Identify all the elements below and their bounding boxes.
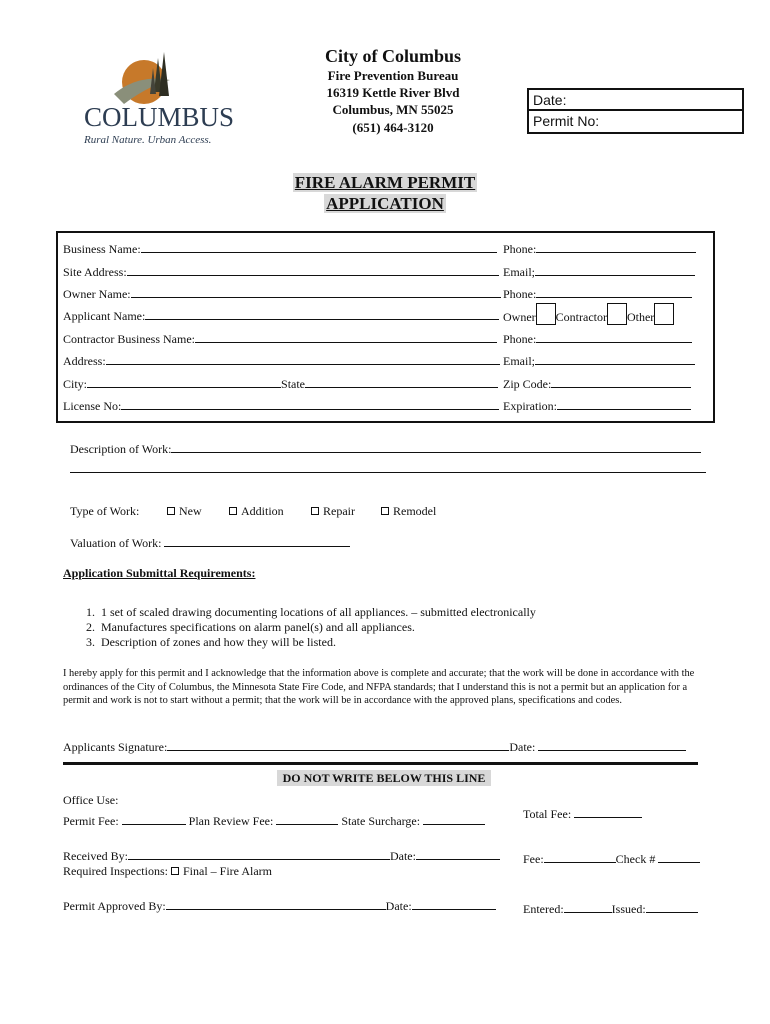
permit-approved-row[interactable] <box>63 899 496 914</box>
business-phone-row[interactable] <box>503 242 696 257</box>
requirement-text-2: Manufactures specifications on alarm panel(s) and all appliances. <box>101 620 415 634</box>
plan-review-fee-label: Plan Review Fee: <box>188 814 274 828</box>
license-row[interactable] <box>63 399 499 414</box>
logo-brand-text: COLUMBUS <box>84 102 235 132</box>
received-by-row[interactable] <box>63 849 500 864</box>
permit-fee-line[interactable] <box>122 824 186 825</box>
received-by-label: Received By: <box>63 849 128 863</box>
type-repair[interactable] <box>311 504 355 519</box>
received-date-line[interactable] <box>416 859 500 860</box>
divider-line <box>63 762 698 765</box>
contractor-business-row[interactable] <box>63 332 497 347</box>
business-email-row[interactable] <box>503 265 695 280</box>
total-fee-line[interactable] <box>574 817 642 818</box>
description-row[interactable] <box>70 442 701 457</box>
requirement-text-1: 1 set of scaled drawing documenting locations of all appliances. – submitted electronically <box>101 605 536 619</box>
description-line-1[interactable] <box>171 452 701 453</box>
required-inspections-row <box>63 864 272 879</box>
city-label: City: <box>63 377 88 391</box>
form-title-line1: FIRE ALARM PERMIT <box>294 173 476 192</box>
state-line[interactable] <box>305 387 498 388</box>
fee-check-row[interactable] <box>523 852 700 867</box>
contractor-option-label: Contractor <box>555 310 607 324</box>
street-address: 16319 Kettle River Blvd <box>326 85 460 100</box>
state-label: State <box>281 377 306 391</box>
fee-label: Fee: <box>523 852 544 866</box>
bureau-name: Fire Prevention Bureau <box>327 68 459 83</box>
contractor-email-label: Email; <box>503 354 535 368</box>
requirement-item-2: 2. Manufactures specifications on alarm panel(s) and all appliances. <box>86 620 415 634</box>
license-label: License No: <box>63 399 122 413</box>
signature-date-label: Date: <box>509 740 536 754</box>
requirement-text-3: Description of zones and how they will be listed. <box>101 635 336 649</box>
contractor-phone-row[interactable] <box>503 332 692 347</box>
type-of-work-label: Type of Work: <box>70 504 140 518</box>
contractor-phone-line[interactable] <box>536 342 692 343</box>
phone-number: (651) 464-3120 <box>352 120 434 135</box>
owner-phone-label: Phone: <box>503 287 537 301</box>
remodel-checkbox[interactable] <box>381 507 389 515</box>
business-name-line[interactable] <box>141 252 497 253</box>
description-line-2[interactable] <box>70 472 706 473</box>
valuation-row[interactable] <box>70 536 350 551</box>
license-line[interactable] <box>121 409 499 410</box>
site-address-row[interactable] <box>63 265 499 280</box>
contractor-checkbox[interactable] <box>607 303 627 325</box>
owner-name-label: Owner Name: <box>63 287 131 301</box>
form-title-line2: APPLICATION <box>326 194 444 213</box>
owner-phone-row[interactable] <box>503 287 692 302</box>
applicant-type-row <box>503 303 674 325</box>
owner-option-label: Owner <box>503 310 536 324</box>
signature-row[interactable] <box>63 740 686 755</box>
permit-fee-label: Permit Fee: <box>63 814 119 828</box>
owner-name-row[interactable] <box>63 287 501 302</box>
logo-tagline: Rural Nature. Urban Access. <box>84 134 212 146</box>
signature-date-line[interactable] <box>538 750 686 751</box>
expiration-label: Expiration: <box>503 399 557 413</box>
state-surcharge-line[interactable] <box>423 824 485 825</box>
signature-line[interactable] <box>167 750 509 751</box>
city-title: City of Columbus <box>324 46 462 66</box>
required-inspections-label: Required Inspections: <box>63 864 168 878</box>
issued-line[interactable] <box>646 912 698 913</box>
total-fee-label: Total Fee: <box>523 807 572 821</box>
city-state-zip: Columbus, MN 55025 <box>332 102 454 117</box>
entered-issued-row[interactable] <box>523 902 698 917</box>
contractor-city-row[interactable] <box>63 377 498 392</box>
site-address-label: Site Address: <box>63 265 127 279</box>
contractor-address-row[interactable] <box>63 354 500 369</box>
state-surcharge-label: State Surcharge: <box>341 814 421 828</box>
contractor-address-label: Address: <box>63 354 106 368</box>
site-address-line[interactable] <box>127 275 499 276</box>
business-email-label: Email; <box>503 265 535 279</box>
business-name-label: Business Name: <box>63 242 141 256</box>
contractor-email-line[interactable] <box>535 364 695 365</box>
applicant-name-row[interactable] <box>63 309 499 324</box>
approved-date-label: Date: <box>385 899 412 913</box>
requirement-item-3: 3. Description of zones and how they will be listed. <box>86 635 336 649</box>
fees-row[interactable] <box>63 814 485 829</box>
total-fee-row[interactable] <box>523 807 642 822</box>
form-title <box>270 172 500 214</box>
fee-line[interactable] <box>544 862 616 863</box>
type-addition[interactable] <box>229 504 284 519</box>
office-use-label: Office Use: <box>63 793 119 807</box>
applicant-info-box <box>56 231 715 423</box>
zip-code-label: Zip Code: <box>503 377 552 391</box>
applicant-name-label: Applicant Name: <box>63 309 146 323</box>
city-logo <box>58 44 236 164</box>
requirement-item-1: 1. 1 set of scaled drawing documenting locations of all appliances. – submitted electronically <box>86 605 536 619</box>
entered-label: Entered: <box>523 902 564 916</box>
description-label: Description of Work: <box>70 442 172 456</box>
owner-checkbox[interactable] <box>536 303 556 325</box>
owner-name-line[interactable] <box>131 297 501 298</box>
repair-checkbox[interactable] <box>311 507 319 515</box>
issued-label: Issued: <box>611 902 646 916</box>
type-remodel-label: Remodel <box>393 504 437 518</box>
expiration-row[interactable] <box>503 399 691 414</box>
contractor-business-line[interactable] <box>195 342 497 343</box>
office-date-permit-box <box>527 88 744 134</box>
contractor-address-line[interactable] <box>106 364 500 365</box>
permit-approved-label: Permit Approved By: <box>63 899 166 913</box>
approved-date-line[interactable] <box>412 909 496 910</box>
requirements-heading: Application Submittal Requirements: <box>63 566 256 580</box>
type-repair-label: Repair <box>323 504 355 518</box>
applicant-name-line[interactable] <box>145 319 499 320</box>
type-remodel[interactable] <box>381 504 436 519</box>
city-line[interactable] <box>87 387 281 388</box>
do-not-write-banner: DO NOT WRITE BELOW THIS LINE <box>277 770 491 786</box>
contractor-phone-label: Phone: <box>503 332 537 346</box>
received-by-line[interactable] <box>128 859 390 860</box>
owner-phone-line[interactable] <box>536 297 692 298</box>
business-name-row[interactable] <box>63 242 497 257</box>
zip-code-row[interactable] <box>503 377 691 392</box>
valuation-line[interactable] <box>164 546 350 547</box>
contractor-business-label: Contractor Business Name: <box>63 332 195 346</box>
addition-checkbox[interactable] <box>229 507 237 515</box>
check-label: Check # <box>615 852 656 866</box>
other-checkbox[interactable] <box>654 303 674 325</box>
business-phone-line[interactable] <box>536 252 696 253</box>
zip-code-line[interactable] <box>551 387 691 388</box>
check-line[interactable] <box>658 862 700 863</box>
contractor-email-row[interactable] <box>503 354 695 369</box>
declaration-paragraph: I hereby apply for this permit and I acknowledge that the information above is complete and accurate; that the work will be done in accordance with the ordinances of the City of Columbus, the Minnesota State Fire Code, and NFPA standards; that I understand this is not a permit but an application for a permit and work is not to start without a permit; that the work will be in accordance with the approved plans, specifications and codes. <box>63 668 695 706</box>
permit-number-field[interactable]: Permit No: <box>533 113 600 129</box>
date-field[interactable]: Date: <box>529 90 742 111</box>
entered-line[interactable] <box>564 912 612 913</box>
final-fire-alarm-checkbox[interactable] <box>171 867 179 875</box>
new-checkbox[interactable] <box>167 507 175 515</box>
final-fire-alarm-label: Final – Fire Alarm <box>182 864 272 878</box>
type-addition-label: Addition <box>241 504 284 518</box>
type-new-label: New <box>179 504 202 518</box>
type-new[interactable] <box>167 504 202 519</box>
plan-review-fee-line[interactable] <box>276 824 338 825</box>
valuation-label: Valuation of Work: <box>70 536 162 550</box>
business-email-line[interactable] <box>535 275 695 276</box>
permit-approved-line[interactable] <box>166 909 386 910</box>
other-option-label: Other <box>626 310 655 324</box>
signature-label: Applicants Signature: <box>63 740 168 754</box>
received-date-label: Date: <box>389 849 416 863</box>
business-phone-label: Phone: <box>503 242 537 256</box>
expiration-line[interactable] <box>557 409 691 410</box>
